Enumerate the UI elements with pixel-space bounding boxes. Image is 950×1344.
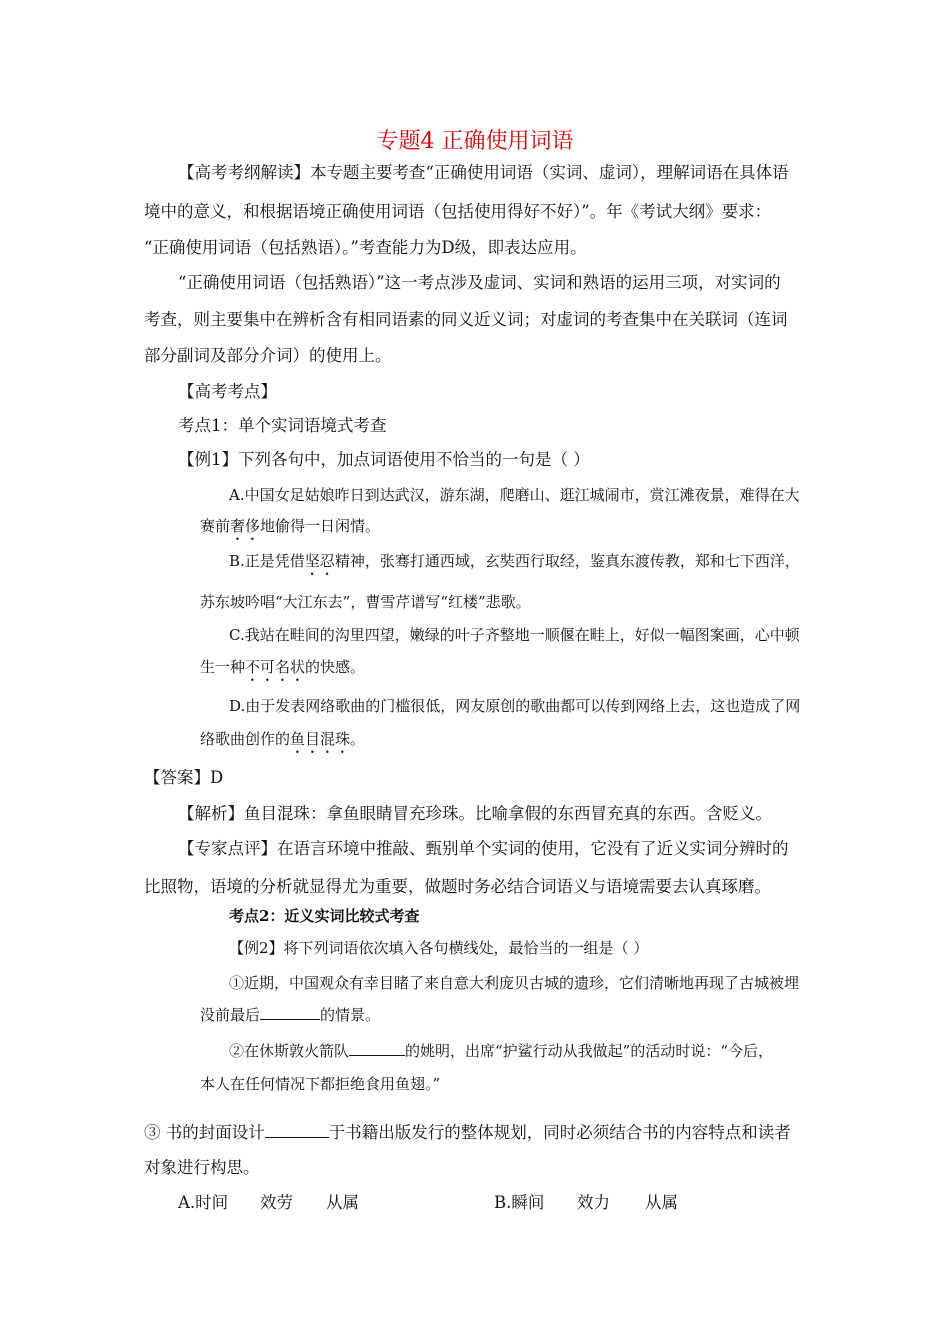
comment-line-2: 比照物，语境的分析就显得尤为重要，做题时务必结合词语义与语境需要去认真琢磨。 [144,877,771,896]
choice-b-word-2: 效力 [577,1193,610,1212]
sentence2-line-1 [229,1040,773,1062]
option-d-line-2 [200,728,365,757]
option-c-text-pre: 生一种 [200,658,246,676]
option-a-text-post: 地偷得一日闲情。 [260,517,381,535]
intro-line-1: 【高考考纲解读】本专题主要考查“正确使用词语（实词、虚词），理解词语在具体语 [178,163,789,182]
choice-b-word-3: 从属 [645,1193,678,1212]
sentence2-line-2: 本人在任何情况下都拒绝食用鱼翅。” [200,1075,441,1093]
comment-line-1: 【专家点评】在语言环境中推敲、甄别单个实词的使用，它没有了近义实词分辨时的 [178,839,789,858]
option-d-line-1: D.由于发表网络歌曲的门槛很低，网友原创的歌曲都可以传到网络上去，这也造成了网 [229,697,801,715]
fill-blank-2 [349,1041,405,1056]
answer: 【答案】D [144,768,224,787]
option-a-marked-word: 奢侈 [230,517,261,535]
option-b-marked-word: 坚忍 [304,552,335,570]
sentence3-line-1 [144,1122,791,1144]
fill-blank-1 [260,1005,320,1020]
section-heading: 【高考考点】 [178,382,277,401]
sentence2-text-pre: ②在休斯敦火箭队 [229,1042,350,1060]
option-c-line-1: C.我站在畦间的沟里四望，嫩绿的叶子齐整地一顺偃在畦上，好似一幅图案画，心中顿 [229,626,800,644]
option-b-text-post: 精神，张骞打通西域，玄奘西行取经，鉴真东渡传教，郑和七下西洋， [334,552,800,570]
option-a-line-2 [200,515,380,544]
choice-a-word-2: 效劳 [260,1193,293,1212]
option-d-text-post: 。 [350,730,366,748]
page-title: 专题4 正确使用词语 [376,129,574,154]
para2-line-2: 考查，则主要集中在辨析含有相同语素的同义近义词；对虚词的考查集中在关联词（连词 [144,310,788,329]
sentence3-text-post: 于书籍出版发行的整体规划，同时必须结合书的内容特点和读者 [328,1123,791,1142]
option-d-text-pre: 络歌曲创作的 [200,730,291,748]
example1-question: 【例1】下列各句中，加点词语使用不恰当的一句是（ ） [178,450,590,469]
option-b-line-2: 苏东坡吟唱“大江东去”，曹雪芹谱写“红楼”悲歌。 [200,593,531,611]
option-a-line-1: A.中国女足姑娘昨日到达武汉，游东湖，爬磨山、逛江城闹市，赏江滩夜景，难得在大 [229,486,800,504]
option-c-text-post: 的快感。 [305,658,366,676]
sentence1-line-1: ①近期，中国观众有幸目睹了来自意大利庞贝古城的遗珍，它们清晰地再现了古城被埋 [229,974,800,992]
choice-a-label: A.时间 [178,1193,229,1212]
option-a-text-pre: 赛前 [200,517,231,535]
choice-a-word-3: 从属 [326,1193,359,1212]
option-b-text-pre: B.正是凭借 [229,552,305,570]
point2-heading: 考点2：近义实词比较式考查 [229,907,420,925]
intro-line-3: “正确使用词语（包括熟语）。”考查能力为D级，即表达应用。 [144,238,587,257]
fill-blank-3 [265,1123,329,1138]
para2-line-1: “正确使用词语（包括熟语）”这一考点涉及虚词、实词和熟语的运用三项，对实词的 [178,273,781,292]
choice-b-label: B.瞬间 [494,1193,545,1212]
sentence3-line-2: 对象进行构思。 [144,1158,260,1177]
sentence1-line-2 [200,1004,380,1026]
sentence1-text-pre: 没前最后 [200,1006,261,1024]
intro-line-2: 境中的意义，和根据语境正确使用词语（包括使用得好不好）”。年《考试大纲》要求： [144,202,772,221]
analysis: 【解析】鱼目混珠：拿鱼眼睛冒充珍珠。比喻拿假的东西冒充真的东西。含贬义。 [178,804,772,823]
para2-line-3: 部分副词及部分介词）的使用上。 [144,346,392,365]
sentence3-text-pre: ③ 书的封面设计 [144,1123,265,1142]
sentence1-text-post: 的情景。 [320,1006,381,1024]
option-c-line-2 [200,656,365,685]
point1-heading: 考点1：单个实词语境式考查 [178,416,387,435]
option-d-marked-word: 鱼目混珠 [290,730,351,748]
option-b-line-1 [229,550,800,579]
example2-question: 【例2】将下列词语依次填入各句横线处，最恰当的一组是（ ） [229,939,649,957]
sentence2-text-post: 的姚明，出席“护鲨行动从我做起”的活动时说：“今后， [405,1042,774,1060]
option-c-marked-word: 不可名状 [245,658,306,676]
